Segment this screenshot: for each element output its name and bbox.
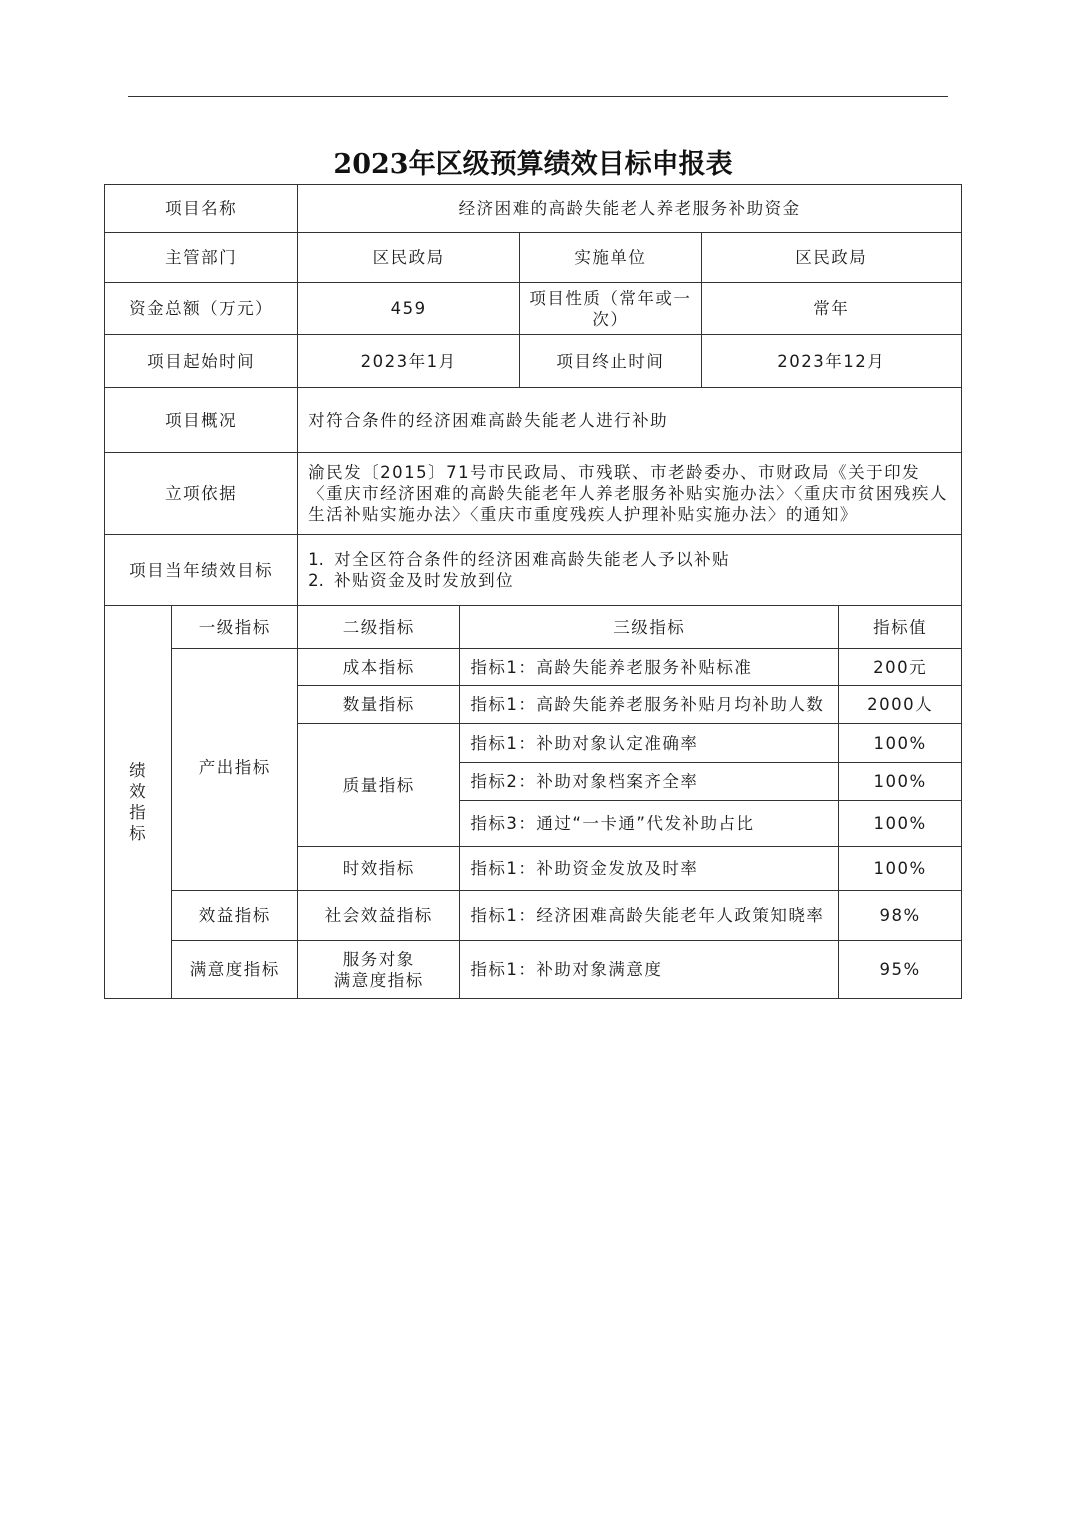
nature-label: 项目性质（常年或一次）: [520, 283, 701, 335]
goal-item: 2. 补贴资金及时发放到位: [308, 571, 515, 590]
header-level2: 二级指标: [298, 606, 460, 649]
timeliness-indicator-1-value: 100%: [839, 847, 962, 891]
cost-indicator-label: 成本指标: [298, 649, 460, 686]
table-row: [105, 891, 962, 941]
quantity-indicator-label: 数量指标: [298, 686, 460, 724]
row-goals: [105, 535, 962, 606]
goal-label: 项目当年绩效目标: [105, 535, 298, 606]
quality-indicator-3-value: 100%: [839, 801, 962, 847]
timeliness-indicator-label: 时效指标: [298, 847, 460, 891]
amount-label: 资金总额（万元）: [105, 283, 298, 335]
satisfaction-indicator-label: 满意度指标: [172, 941, 298, 999]
performance-indicator-side-label: 绩 效 指 标: [105, 606, 172, 999]
unit-value: 区民政局: [701, 233, 961, 283]
header-value: 指标值: [839, 606, 962, 649]
cost-indicator-1-value: 200元: [839, 649, 962, 686]
cost-indicator-1: 指标1：高龄失能养老服务补贴标准: [460, 649, 839, 686]
header-level1: 一级指标: [172, 606, 298, 649]
overview-label: 项目概况: [105, 388, 298, 453]
header-level3: 三级指标: [460, 606, 839, 649]
goal-item: 1. 对全区符合条件的经济困难高龄失能老人予以补贴: [308, 550, 731, 569]
project-name-value: 经济困难的高龄失能老人养老服务补助资金: [298, 185, 962, 233]
dept-value: 区民政局: [298, 233, 520, 283]
page-title: 2023年区级预算绩效目标申报表: [333, 149, 733, 180]
quality-indicator-label: 质量指标: [298, 724, 460, 847]
benefit-indicator-label: 效益指标: [172, 891, 298, 941]
end-label: 项目终止时间: [520, 335, 701, 388]
table-row: [105, 941, 962, 999]
table-row: [105, 649, 962, 686]
row-project-name: [105, 185, 962, 233]
quantity-indicator-1: 指标1：高龄失能养老服务补贴月均补助人数: [460, 686, 839, 724]
row-amount: [105, 283, 962, 335]
start-label: 项目起始时间: [105, 335, 298, 388]
satisfaction-indicator-1-value: 95%: [839, 941, 962, 999]
basis-label: 立项依据: [105, 453, 298, 535]
quality-indicator-1-value: 100%: [839, 724, 962, 763]
end-value: 2023年12月: [701, 335, 961, 388]
goal-list: [298, 535, 962, 606]
row-overview: [105, 388, 962, 453]
header-rule: [128, 96, 948, 97]
overview-value: 对符合条件的经济困难高龄失能老人进行补助: [298, 388, 962, 453]
quality-indicator-2-value: 100%: [839, 763, 962, 801]
satisfaction-indicator-1: 指标1：补助对象满意度: [460, 941, 839, 999]
basis-value: 渝民发〔2015〕71号市民政局、市残联、市老龄委办、市财政局《关于印发〈重庆市经济困难的高龄失能老年人养老服务补贴实施办法〉〈重庆市贫困残疾人生活补贴实施办法〉〈重庆市重度残疾人护理补贴实施办法〉的通知》: [298, 453, 962, 535]
amount-value: 459: [298, 283, 520, 335]
project-name-label: 项目名称: [105, 185, 298, 233]
quality-indicator-3: 指标3：通过“一卡通”代发补助占比: [460, 801, 839, 847]
quantity-indicator-1-value: 2000人: [839, 686, 962, 724]
row-basis: [105, 453, 962, 535]
quality-indicator-1: 指标1：补助对象认定准确率: [460, 724, 839, 763]
social-benefit-indicator-1: 指标1：经济困难高龄失能老年人政策知晓率: [460, 891, 839, 941]
unit-label: 实施单位: [520, 233, 701, 283]
output-indicator-label: 产出指标: [172, 649, 298, 891]
indicator-header-row: [105, 606, 962, 649]
nature-value: 常年: [701, 283, 961, 335]
social-benefit-label: 社会效益指标: [298, 891, 460, 941]
start-value: 2023年1月: [298, 335, 520, 388]
social-benefit-indicator-1-value: 98%: [839, 891, 962, 941]
timeliness-indicator-1: 指标1：补助资金发放及时率: [460, 847, 839, 891]
row-period: [105, 335, 962, 388]
quality-indicator-2: 指标2：补助对象档案齐全率: [460, 763, 839, 801]
service-satisfaction-label: 服务对象 满意度指标: [298, 941, 460, 999]
row-department: [105, 233, 962, 283]
budget-performance-table: [104, 184, 962, 999]
dept-label: 主管部门: [105, 233, 298, 283]
